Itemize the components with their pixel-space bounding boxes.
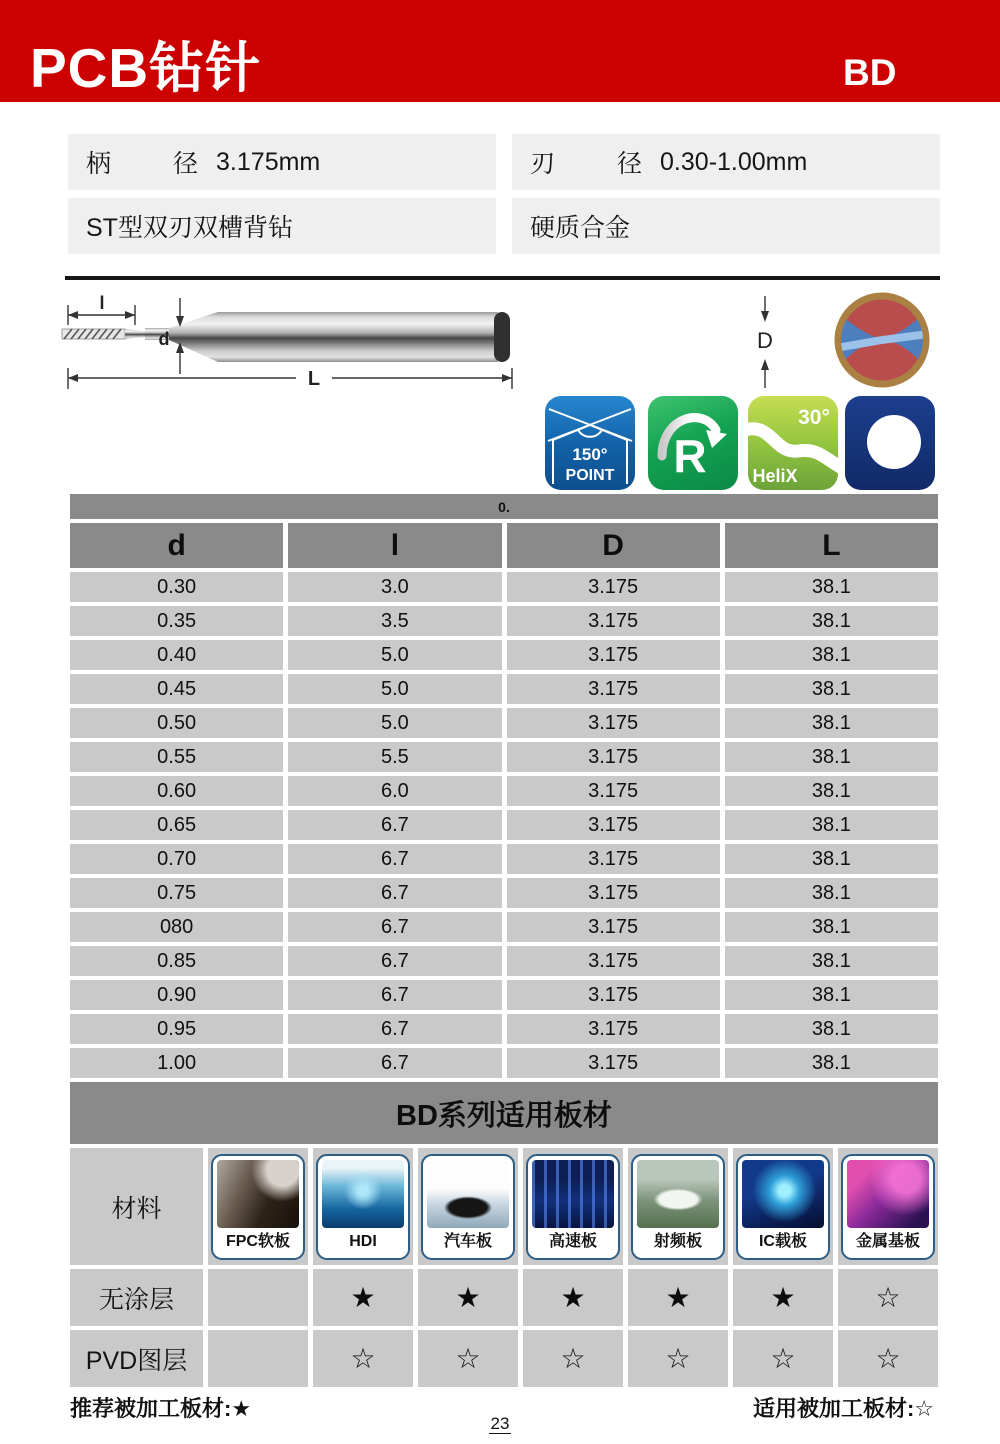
table-row xyxy=(70,912,938,942)
drill-flutes xyxy=(62,329,125,339)
table-cell: 38.1 xyxy=(725,708,938,738)
star-outline-cell: ☆ xyxy=(628,1330,728,1387)
dim-D-label: D xyxy=(757,328,773,353)
page-number-value: 23 xyxy=(490,1414,510,1433)
spec-shank-diameter xyxy=(68,134,496,190)
table-cell: 6.7 xyxy=(288,844,501,874)
table-cell: 5.0 xyxy=(288,640,501,670)
table-row xyxy=(70,878,938,908)
table-cell: 3.175 xyxy=(507,640,720,670)
table-row xyxy=(70,1048,938,1078)
table-cell: 3.175 xyxy=(507,1014,720,1044)
rating-row-pvd-label: PVD图层 xyxy=(70,1330,203,1387)
drill-tip-cone xyxy=(125,329,145,339)
table-cell: 3.175 xyxy=(507,980,720,1010)
table-row xyxy=(70,708,938,738)
table-row xyxy=(70,844,938,874)
table-cell: 0.50 xyxy=(70,708,283,738)
helix-angle-value: 30° xyxy=(798,406,830,429)
table-top-label: 0. xyxy=(498,498,510,515)
material-label: 汽车板 xyxy=(443,1232,492,1250)
table-row xyxy=(70,572,938,602)
footer-applicable-note: 适用被加工板材:☆ xyxy=(752,1396,934,1421)
materials-row-label: 材料 xyxy=(70,1148,203,1265)
material-cell xyxy=(733,1148,833,1265)
table-cell: 0.40 xyxy=(70,640,283,670)
table-cell: 6.7 xyxy=(288,980,501,1010)
table-row xyxy=(70,946,938,976)
material-cell xyxy=(313,1148,413,1265)
table-cell: 38.1 xyxy=(725,912,938,942)
table-cell: 0.45 xyxy=(70,674,283,704)
helix-angle-badge xyxy=(748,396,838,490)
table-row xyxy=(70,980,938,1010)
hdi-board-image xyxy=(322,1160,404,1228)
radius-badge xyxy=(648,396,738,490)
table-cell: 6.7 xyxy=(288,878,501,908)
column-header-l: l xyxy=(288,523,501,568)
table-cell: 6.0 xyxy=(288,776,501,806)
table-cell: 3.5 xyxy=(288,606,501,636)
material-cell xyxy=(418,1148,518,1265)
table-cell: 6.7 xyxy=(288,1048,501,1078)
rf-board-image xyxy=(637,1160,719,1228)
table-cell: 3.175 xyxy=(507,606,720,636)
material-card xyxy=(316,1154,410,1260)
material-card xyxy=(421,1154,515,1260)
dim-l-label: l xyxy=(99,293,105,313)
size-table-header xyxy=(70,523,938,568)
rating-row-uncoated-label: 无涂层 xyxy=(70,1269,203,1326)
helix-curve-diagram xyxy=(748,396,838,490)
table-cell: 0.65 xyxy=(70,810,283,840)
table-cell: 080 xyxy=(70,912,283,942)
spec-blade-value: 0.30-1.00mm xyxy=(660,147,808,176)
flute-cross-section-image xyxy=(828,292,938,389)
table-cell: 38.1 xyxy=(725,572,938,602)
size-table-body xyxy=(70,572,938,1082)
table-row xyxy=(70,674,938,704)
material-cell xyxy=(628,1148,728,1265)
material-label: IC载板 xyxy=(758,1232,807,1250)
application-section-bar xyxy=(70,1082,938,1144)
table-cell: 0.95 xyxy=(70,1014,283,1044)
table-cell: 0.55 xyxy=(70,742,283,772)
dimension-L xyxy=(68,368,512,389)
star-empty-cell xyxy=(208,1269,308,1326)
column-header-L: L xyxy=(725,523,938,568)
material-card xyxy=(631,1154,725,1260)
star-filled-cell: ★ xyxy=(628,1269,728,1326)
table-cell: 38.1 xyxy=(725,742,938,772)
column-header-D: D xyxy=(507,523,720,568)
table-row xyxy=(70,742,938,772)
dim-L-label: L xyxy=(307,368,321,390)
helix-label: HeliX xyxy=(752,466,798,486)
material-label: 高速板 xyxy=(548,1232,597,1250)
spec-shank-value: 3.175mm xyxy=(216,147,321,176)
star-outline-cell: ☆ xyxy=(418,1330,518,1387)
dim-d-label: d xyxy=(158,329,170,349)
table-cell: 3.175 xyxy=(507,1048,720,1078)
table-cell: 38.1 xyxy=(725,844,938,874)
table-cell: 6.7 xyxy=(288,912,501,942)
drill-shank xyxy=(218,312,498,362)
material-label: FPC软板 xyxy=(225,1232,290,1250)
drill-shank-end-cap xyxy=(494,312,510,362)
material-label: HDI xyxy=(349,1232,377,1250)
table-row xyxy=(70,1014,938,1044)
column-header-d: d xyxy=(70,523,283,568)
spec-material xyxy=(512,198,940,254)
table-cell: 3.175 xyxy=(507,810,720,840)
material-card xyxy=(736,1154,830,1260)
spec-shank-label: 柄 xyxy=(86,150,112,178)
page-number xyxy=(0,1414,1000,1434)
table-cell: 38.1 xyxy=(725,776,938,806)
table-cell: 3.175 xyxy=(507,878,720,908)
table-cell: 6.7 xyxy=(288,1014,501,1044)
spec-blade-label2: 径 xyxy=(617,150,643,178)
star-filled-cell: ★ xyxy=(418,1269,518,1326)
table-cell: 3.175 xyxy=(507,572,720,602)
table-row xyxy=(70,810,938,840)
star-outline-cell: ☆ xyxy=(733,1330,833,1387)
footer-recommended-note: 推荐被加工板材:★ xyxy=(70,1396,252,1421)
rating-row-pvd xyxy=(70,1330,938,1387)
table-cell: 6.7 xyxy=(288,946,501,976)
table-cell: 0.35 xyxy=(70,606,283,636)
table-cell: 0.30 xyxy=(70,572,283,602)
table-cell: 38.1 xyxy=(725,640,938,670)
table-cell: 0.70 xyxy=(70,844,283,874)
star-filled-cell: ★ xyxy=(523,1269,623,1326)
high-speed-board-image xyxy=(532,1160,614,1228)
spec-tool-type xyxy=(68,198,496,254)
table-cell: 3.175 xyxy=(507,844,720,874)
table-cell: 5.0 xyxy=(288,674,501,704)
section-divider xyxy=(65,276,940,280)
material-card xyxy=(841,1154,935,1260)
table-cell: 38.1 xyxy=(725,1014,938,1044)
table-cell: 3.175 xyxy=(507,742,720,772)
table-cell: 3.0 xyxy=(288,572,501,602)
ic-substrate-board-image xyxy=(742,1160,824,1228)
automotive-board-image xyxy=(427,1160,509,1228)
table-cell: 38.1 xyxy=(725,980,938,1010)
dimension-D xyxy=(745,292,785,392)
point-angle-value: 150° xyxy=(572,445,608,464)
spec-blade-diameter xyxy=(512,134,940,190)
ring-circle xyxy=(845,396,935,490)
point-angle-badge xyxy=(545,396,635,490)
table-row xyxy=(70,640,938,670)
material-label: 金属基板 xyxy=(855,1232,920,1250)
spec-shank-label2: 径 xyxy=(173,150,199,178)
radius-letter: R xyxy=(673,430,707,482)
table-cell: 5.5 xyxy=(288,742,501,772)
page-title: PCB钻针 xyxy=(30,37,262,99)
materials-row xyxy=(70,1148,938,1265)
table-cell: 38.1 xyxy=(725,1048,938,1078)
material-cell xyxy=(838,1148,938,1265)
table-cell: 6.7 xyxy=(288,810,501,840)
table-cell: 3.175 xyxy=(507,946,720,976)
star-outline-cell: ☆ xyxy=(838,1269,938,1326)
table-row xyxy=(70,606,938,636)
star-outline-cell: ☆ xyxy=(523,1330,623,1387)
fpc-flex-board-image xyxy=(217,1160,299,1228)
material-cell xyxy=(208,1148,308,1265)
rating-row-uncoated xyxy=(70,1269,938,1326)
spec-blade-label: 刃 xyxy=(530,150,556,178)
table-cell: 38.1 xyxy=(725,946,938,976)
table-cell: 3.175 xyxy=(507,708,720,738)
model-code: BD xyxy=(843,52,897,93)
table-cell: 0.85 xyxy=(70,946,283,976)
table-cell: 38.1 xyxy=(725,878,938,908)
star-filled-cell: ★ xyxy=(733,1269,833,1326)
material-label: 射频板 xyxy=(653,1232,702,1250)
table-cell: 0.90 xyxy=(70,980,283,1010)
table-cell: 3.175 xyxy=(507,776,720,806)
metal-base-board-image xyxy=(847,1160,929,1228)
spec-material-text: 硬质合金 xyxy=(530,214,631,242)
table-cell: 3.175 xyxy=(507,674,720,704)
star-outline-cell: ☆ xyxy=(313,1330,413,1387)
star-outline-cell: ☆ xyxy=(838,1330,938,1387)
point-angle-diagram xyxy=(545,396,635,490)
table-row xyxy=(70,776,938,806)
table-top-strip xyxy=(70,494,938,519)
material-card xyxy=(211,1154,305,1260)
table-cell: 38.1 xyxy=(725,810,938,840)
table-cell: 3.175 xyxy=(507,912,720,942)
radius-arrow-diagram xyxy=(648,396,738,490)
table-cell: 38.1 xyxy=(725,606,938,636)
ring-badge xyxy=(845,396,935,490)
table-cell: 1.00 xyxy=(70,1048,283,1078)
material-cell xyxy=(523,1148,623,1265)
spec-tool-type-text: ST型双刃双槽背钻 xyxy=(86,214,293,242)
table-cell: 0.60 xyxy=(70,776,283,806)
table-cell: 38.1 xyxy=(725,674,938,704)
table-cell: 0.75 xyxy=(70,878,283,908)
header-bar xyxy=(0,0,1000,102)
drill-taper xyxy=(169,312,218,362)
material-card xyxy=(526,1154,620,1260)
star-filled-cell: ★ xyxy=(313,1269,413,1326)
star-empty-cell xyxy=(208,1330,308,1387)
application-section-title: BD系列适用板材 xyxy=(396,1099,612,1132)
table-cell: 5.0 xyxy=(288,708,501,738)
drill-drawing xyxy=(50,288,570,400)
point-label: POINT xyxy=(565,467,615,484)
